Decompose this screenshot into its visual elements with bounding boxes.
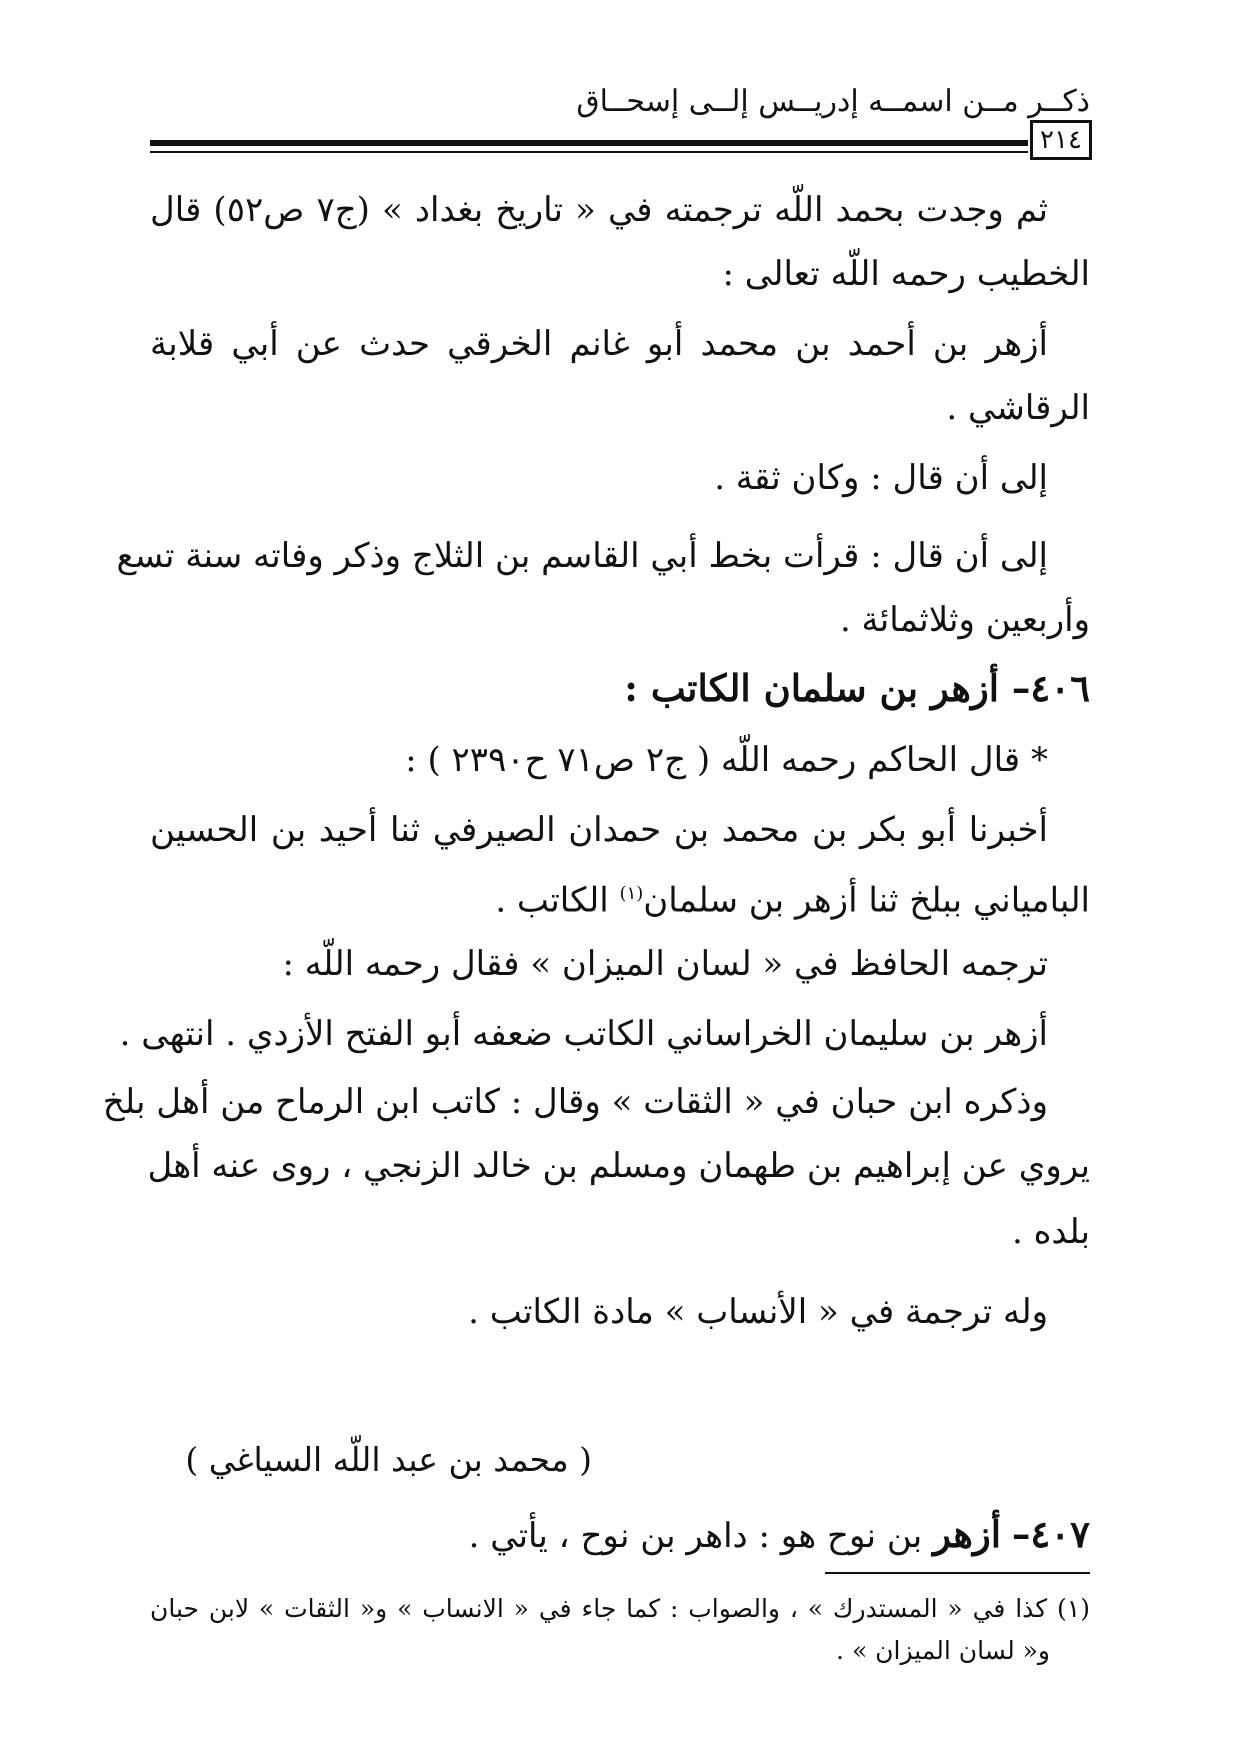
paragraph-line: إلى أن قال : وكان ثقة . xyxy=(714,458,1048,498)
header-rule-thin xyxy=(150,151,1028,153)
paragraph-line: بلده . xyxy=(1012,1212,1090,1252)
paragraph-line: الخطيب رحمه اللّه تعالى : xyxy=(722,254,1090,294)
text-run: الكاتب . xyxy=(495,880,620,921)
entry-text: بن نوح هو : داهر بن نوح ، يأتي . xyxy=(468,1516,933,1556)
paragraph-line: إلى أن قال : قرأت بخط أبي القاسم بن الثلاج وذكر وفاته سنة تسع xyxy=(116,536,1048,576)
paragraph-line: أزهر بن أحمد بن محمد أبو غانم الخرقي حدث عن أبي قلابة xyxy=(150,324,1048,364)
footnote-line: و« لسان الميزان » . xyxy=(836,1636,1050,1665)
paragraph-line: * قال الحاكم رحمه اللّه ( ج٢ ص٧١ ح٢٣٩٠ ) : xyxy=(405,740,1048,780)
paragraph-line: وذكره ابن حبان في « الثقات » وقال : كاتب ابن الرماح من أهل بلخ xyxy=(102,1082,1048,1122)
entry-title: أزهر xyxy=(932,1512,1002,1556)
page-number: ٢١٤ xyxy=(1030,120,1092,160)
entry-heading-407 xyxy=(469,1512,1090,1558)
paragraph-line: أزهر بن سليمان الخراساني الكاتب ضعفه أبو الفتح الأزدي . انتهى . xyxy=(119,1014,1048,1054)
footnote-line: (١) كذا في « المستدرك » ، والصواب : كما جاء في « الانساب » و« الثقات » لابن حبان xyxy=(150,1594,1090,1623)
paragraph-line: ترجمه الحافظ في « لسان الميزان » فقال رحمه اللّه : xyxy=(282,944,1048,984)
entry-title: أزهر بن سلمان الكاتب : xyxy=(624,666,999,710)
author-signature: ( محمد بن عبد اللّه السياغي ) xyxy=(185,1440,592,1479)
running-title: ذكــر مــن اسمــه إدريــس إلــى إسحــاق xyxy=(576,84,1090,119)
paragraph-line xyxy=(495,872,1090,922)
entry-number: ٤٠٦– xyxy=(1011,666,1090,710)
paragraph-line: وله ترجمة في « الأنساب » مادة الكاتب . xyxy=(468,1292,1048,1332)
text-run: البامياني ببلخ ثنا أزهر بن سلمان xyxy=(643,880,1090,921)
paragraph-line: يروي عن إبراهيم بن طهمان ومسلم بن خالد الزنجي ، روى عنه أهل xyxy=(147,1146,1090,1186)
footnote-separator xyxy=(825,1572,1090,1574)
paragraph-line: الرقاشي . xyxy=(946,388,1090,428)
entry-number: ٤٠٧– xyxy=(1011,1512,1090,1556)
footnote-marker: (١) xyxy=(619,883,644,904)
paragraph-line: وأربعين وثلاثمائة . xyxy=(839,600,1090,640)
entry-heading-406 xyxy=(624,666,1090,710)
header-rule-thick xyxy=(150,140,1028,146)
paragraph-line: ثم وجدت بحمد اللّه ترجمته في « تاريخ بغداد » (ج٧ ص٥٢) قال xyxy=(150,190,1049,230)
paragraph-line: أخبرنا أبو بكر بن محمد بن حمدان الصيرفي ثنا أحيد بن الحسين xyxy=(150,810,1048,850)
